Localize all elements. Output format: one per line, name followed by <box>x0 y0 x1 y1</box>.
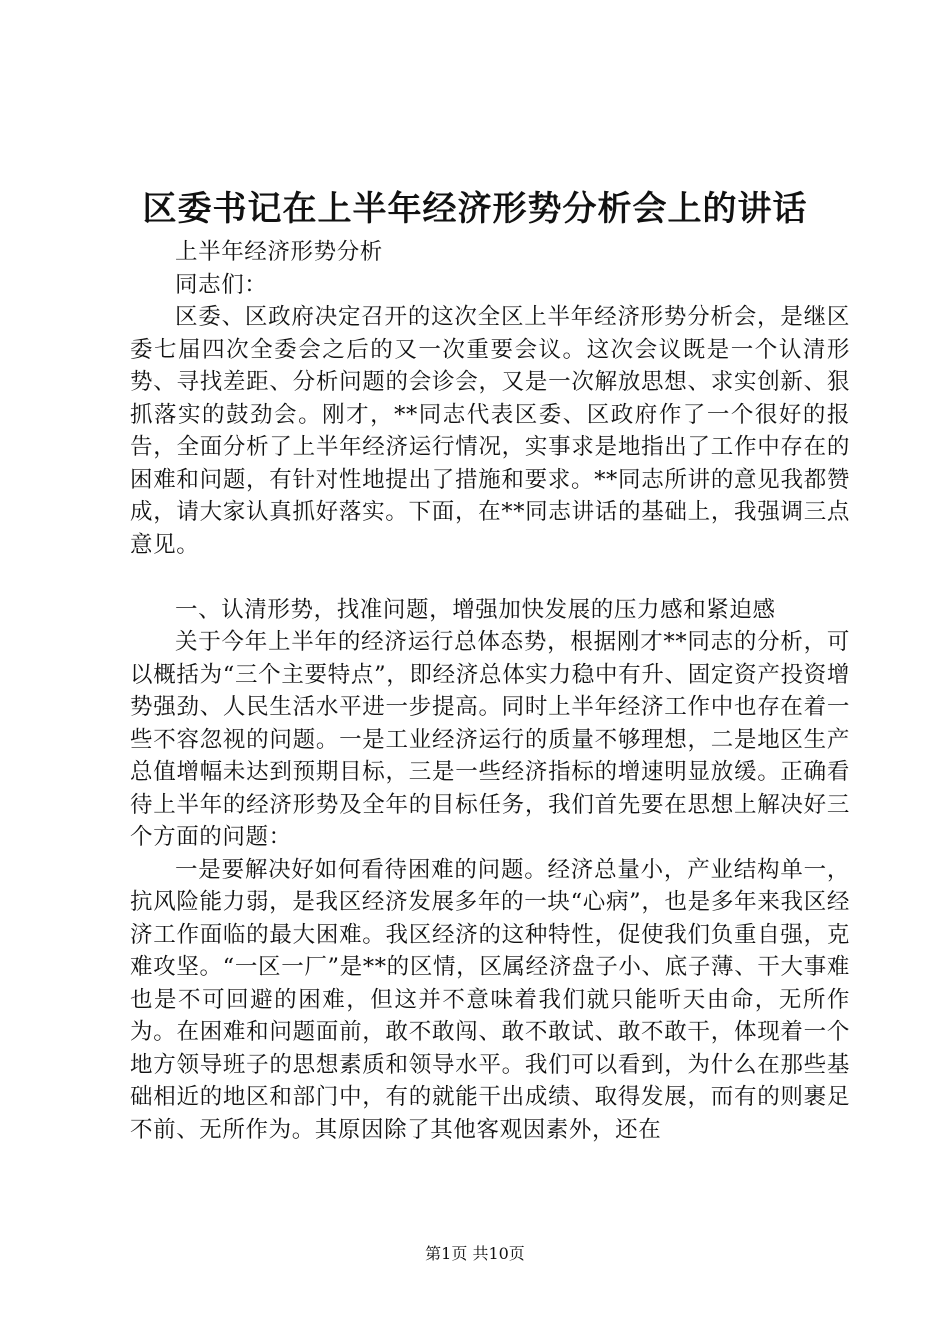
section-heading: 一、认清形势，找准问题，增强加快发展的压力感和紧迫感 <box>175 596 776 623</box>
document-title: 区委书记在上半年经济形势分析会上的讲话 <box>142 189 808 229</box>
salutation-paragraph: 同志们： <box>175 271 268 298</box>
body-paragraph: 关于今年上半年的经济运行总体态势，根据刚才**同志的分析，可以概括为“三个主要特点”，即经济总体实力稳中有升、固定资产投资增势强劲、人民生活水平进一步提高。同时上半年经济工作中也存在着一些不容忽视的问题。一是工业经济运行的质量不够理想，二是地区生产总值增幅未达到预期目标，三是一些经济指标的增速明显放缓。正确看待上半年的经济形势及全年的目标任务，我们首先要在思想上解决好三个方面的问题： <box>130 629 850 850</box>
body-paragraph: 一是要解决好如何看待困难的问题。经济总量小，产业结构单一，抗风险能力弱，是我区经济发展多年的一块“心病”，也是多年来我区经济工作面临的最大困难。我区经济的这种特性，促使我们负重自强，克难攻坚。“一区一厂”是**的区情，区属经济盘子小、底子薄、干大事难也是不可回避的困难，但这并不意味着我们就只能听天由命，无所作为。在困难和问题面前，敢不敢闯、敢不敢试、敢不敢干，体现着一个地方领导班子的思想素质和领导水平。我们可以看到，为什么在那些基础相近的地区和部门中，有的就能干出成绩、取得发展，而有的则裹足不前、无所作为。其原因除了其他客观因素外，还在 <box>130 856 850 1143</box>
document-body <box>130 236 850 1146</box>
subtitle-paragraph: 上半年经济形势分析 <box>175 239 383 265</box>
body-paragraph: 区委、区政府决定召开的这次全区上半年经济形势分析会，是继区委七届四次全委会之后的又一次重要会议。这次会议既是一个认清形势、寻找差距、分析问题的会诊会，又是一次解放思想、求实创新、狠抓落实的鼓劲会。刚才，**同志代表区委、区政府作了一个很好的报告，全面分析了上半年经济运行情况，实事求是地指出了工作中存在的困难和问题，有针对性地提出了措施和要求。**同志所讲的意见我都赞成，请大家认真抓好落实。下面，在**同志讲话的基础上，我强调三点意见。 <box>130 304 850 558</box>
page-footer: 第1页 共10页 <box>425 1244 525 1263</box>
